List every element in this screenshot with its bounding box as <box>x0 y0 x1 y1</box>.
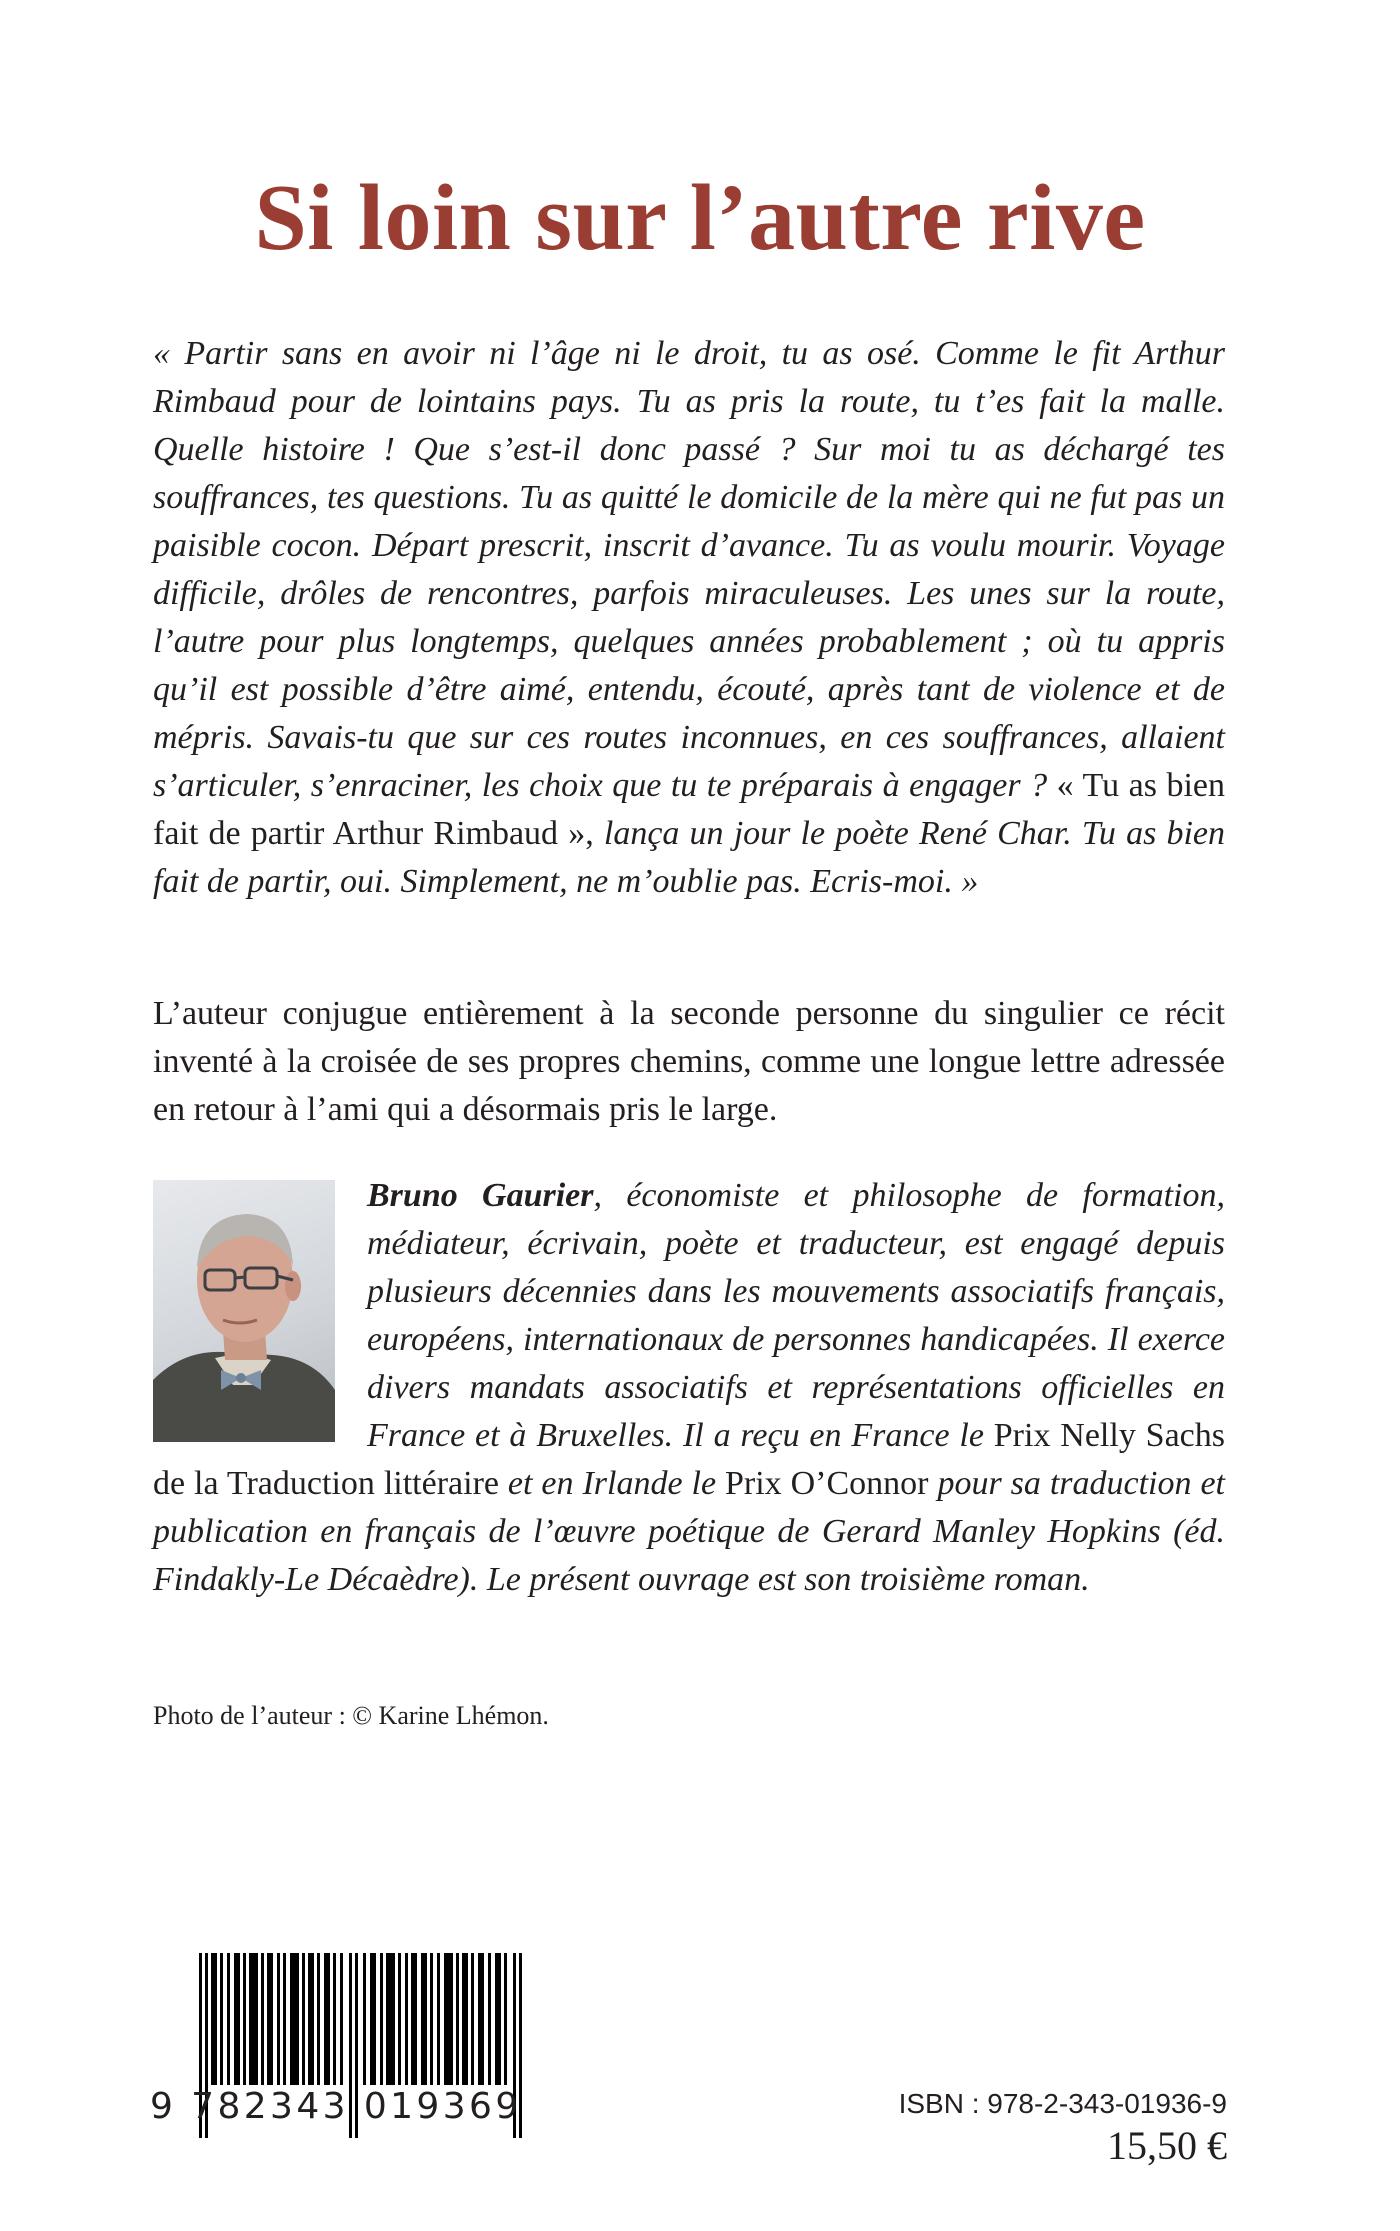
book-summary: L’auteur conjugue entièrement à la seconde personne du singulier ce récit inventé à la croisée de ses propres chemins, comme une longue lettre adressée en retour à l’ami qui a désormais pris le large. <box>153 995 1225 1128</box>
barcode-number: 9 782343 019369 <box>150 2086 522 2127</box>
quote-cited-line: « Tu as bien fait de partir Arthur Rimbaud », <box>153 767 1225 852</box>
price: 15,50 € <box>1107 2123 1227 2168</box>
photo-credit: Photo de l’auteur : © Karine Lhémon. <box>153 1701 549 1730</box>
author-bio <box>153 1172 1225 1604</box>
prize-nelly-sachs: Prix Nelly Sachs de la Traduction littéraire <box>153 1417 1225 1502</box>
prize-oconnor: Prix O’Connor <box>725 1465 929 1502</box>
quote-part-1: « Partir sans en avoir ni l’âge ni le droit, tu as osé. Comme le fit Arthur Rimbaud pour de lointains pays. Tu as pris la route, tu t’es fait la malle. Quelle histoire ! Que s’est-il donc passé ? Sur moi tu as déchargé tes souffrances, tes questions. Tu as quitté le domicile de la mère qui ne fut pas un paisible cocon. Départ prescrit, inscrit d’avance. Tu as voulu mourir. Voyage difficile, drôles de rencontres, parfois miraculeuses. Les unes sur la route, l’autre pour plus longtemps, quelques années probablement ; où tu appris qu’il est possible d’être aimé, entendu, écouté, après tant de violence et de mépris. Savais-tu que sur ces routes inconnues, en ces souffrances, allaient s’articuler, s’enraciner, les choix que tu te préparais à engager ? <box>153 335 1225 804</box>
bio-text-3: pour sa traduction et publication en français de l’œuvre poétique de Gerard Manley Hopkins (éd. Findakly-Le Décaèdre). Le présent ouvrage est son troisième roman. <box>153 1465 1225 1598</box>
book-title: Si loin sur l’autre rive <box>254 165 1146 270</box>
isbn: ISBN : 978-2-343-01936-9 <box>898 2088 1227 2119</box>
author-name: Bruno Gaurier <box>367 1177 594 1214</box>
bio-text-2: et en Irlande le <box>498 1465 725 1502</box>
author-photo <box>153 1180 335 1442</box>
quote-part-2: lança un jour le poète René Char. Tu as bien fait de partir, oui. Simplement, ne m’oublie pas. Ecris-moi. » <box>153 815 1225 900</box>
back-cover-quote <box>153 330 1225 906</box>
bio-text-1: , économiste et philosophe de formation, médiateur, écrivain, poète et traducteur, est engagé depuis plusieurs décennies dans les mouvements associatifs français, européens, internationaux de personnes handicapées. Il exerce divers mandats associatifs et représentations officielles en France et à Bruxelles. Il a reçu en France le <box>367 1177 1225 1454</box>
